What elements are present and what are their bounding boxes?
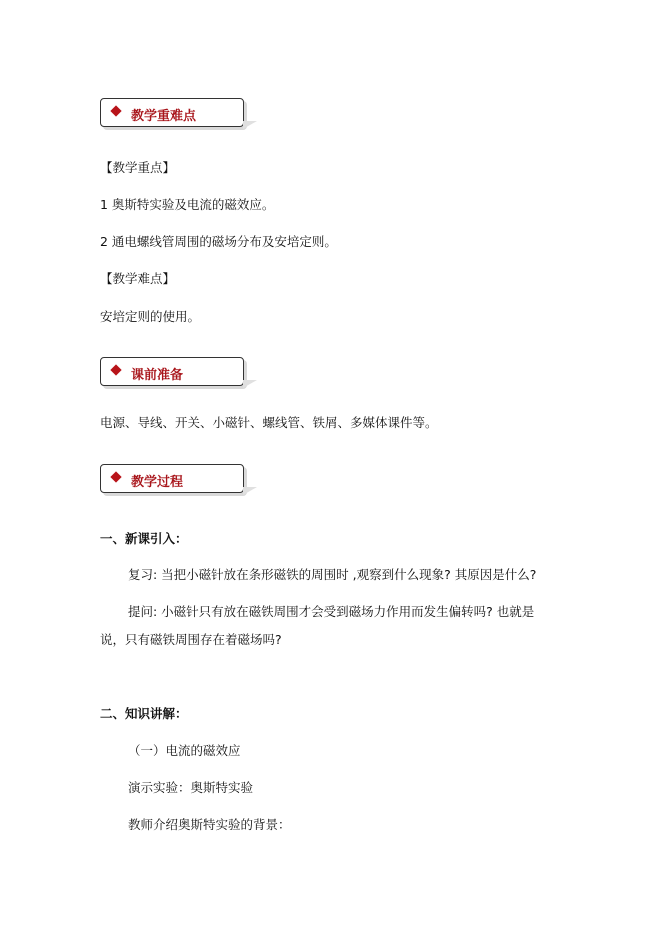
diamond-bullet-icon [110, 471, 121, 482]
key-points-label: 【教学重点】 [100, 160, 176, 175]
difficult-point-1: 安培定则的使用。 [100, 309, 201, 324]
section-heading-key-points [100, 98, 244, 127]
review-text: 复习: 当把小磁针放在条形磁铁的周围时 ,观察到什么现象? 其原因是什么? [128, 567, 537, 582]
section-heading-text: 教学过程 [131, 475, 184, 490]
preparation-text: 电源、导线、开关、小磁针、螺线管、铁屑、多媒体课件等。 [100, 415, 438, 430]
knowledge-title: 二、知识讲解： [100, 706, 188, 721]
teacher-text: 教师介绍奥斯特实验的背景： [128, 817, 291, 832]
section-heading-text: 课前准备 [131, 368, 184, 383]
question-line-2: 说，只有磁铁周围存在着磁场吗? [100, 632, 282, 647]
key-point-1: 1 奥斯特实验及电流的磁效应。 [100, 197, 275, 212]
section-heading-process [100, 464, 244, 493]
question-line-1: 提问: 小磁针只有放在磁铁周围才会受到磁场力作用而发生偏转吗? 也就是 [128, 604, 535, 619]
section-heading-text: 教学重难点 [131, 109, 197, 124]
key-point-2: 2 通电螺线管周围的磁场分布及安培定则。 [100, 234, 337, 249]
difficult-label: 【教学难点】 [100, 271, 176, 286]
heading-tail-decoration [243, 380, 257, 388]
heading-tail-decoration [243, 487, 257, 495]
heading-tail-decoration [243, 121, 257, 129]
intro-title: 一、新课引入： [100, 531, 188, 546]
diamond-bullet-icon [110, 105, 121, 116]
subsection-title: （一）电流的磁效应 [128, 743, 241, 758]
demo-text: 演示实验：奥斯特实验 [128, 780, 254, 795]
section-heading-preparation [100, 357, 244, 386]
diamond-bullet-icon [110, 364, 121, 375]
